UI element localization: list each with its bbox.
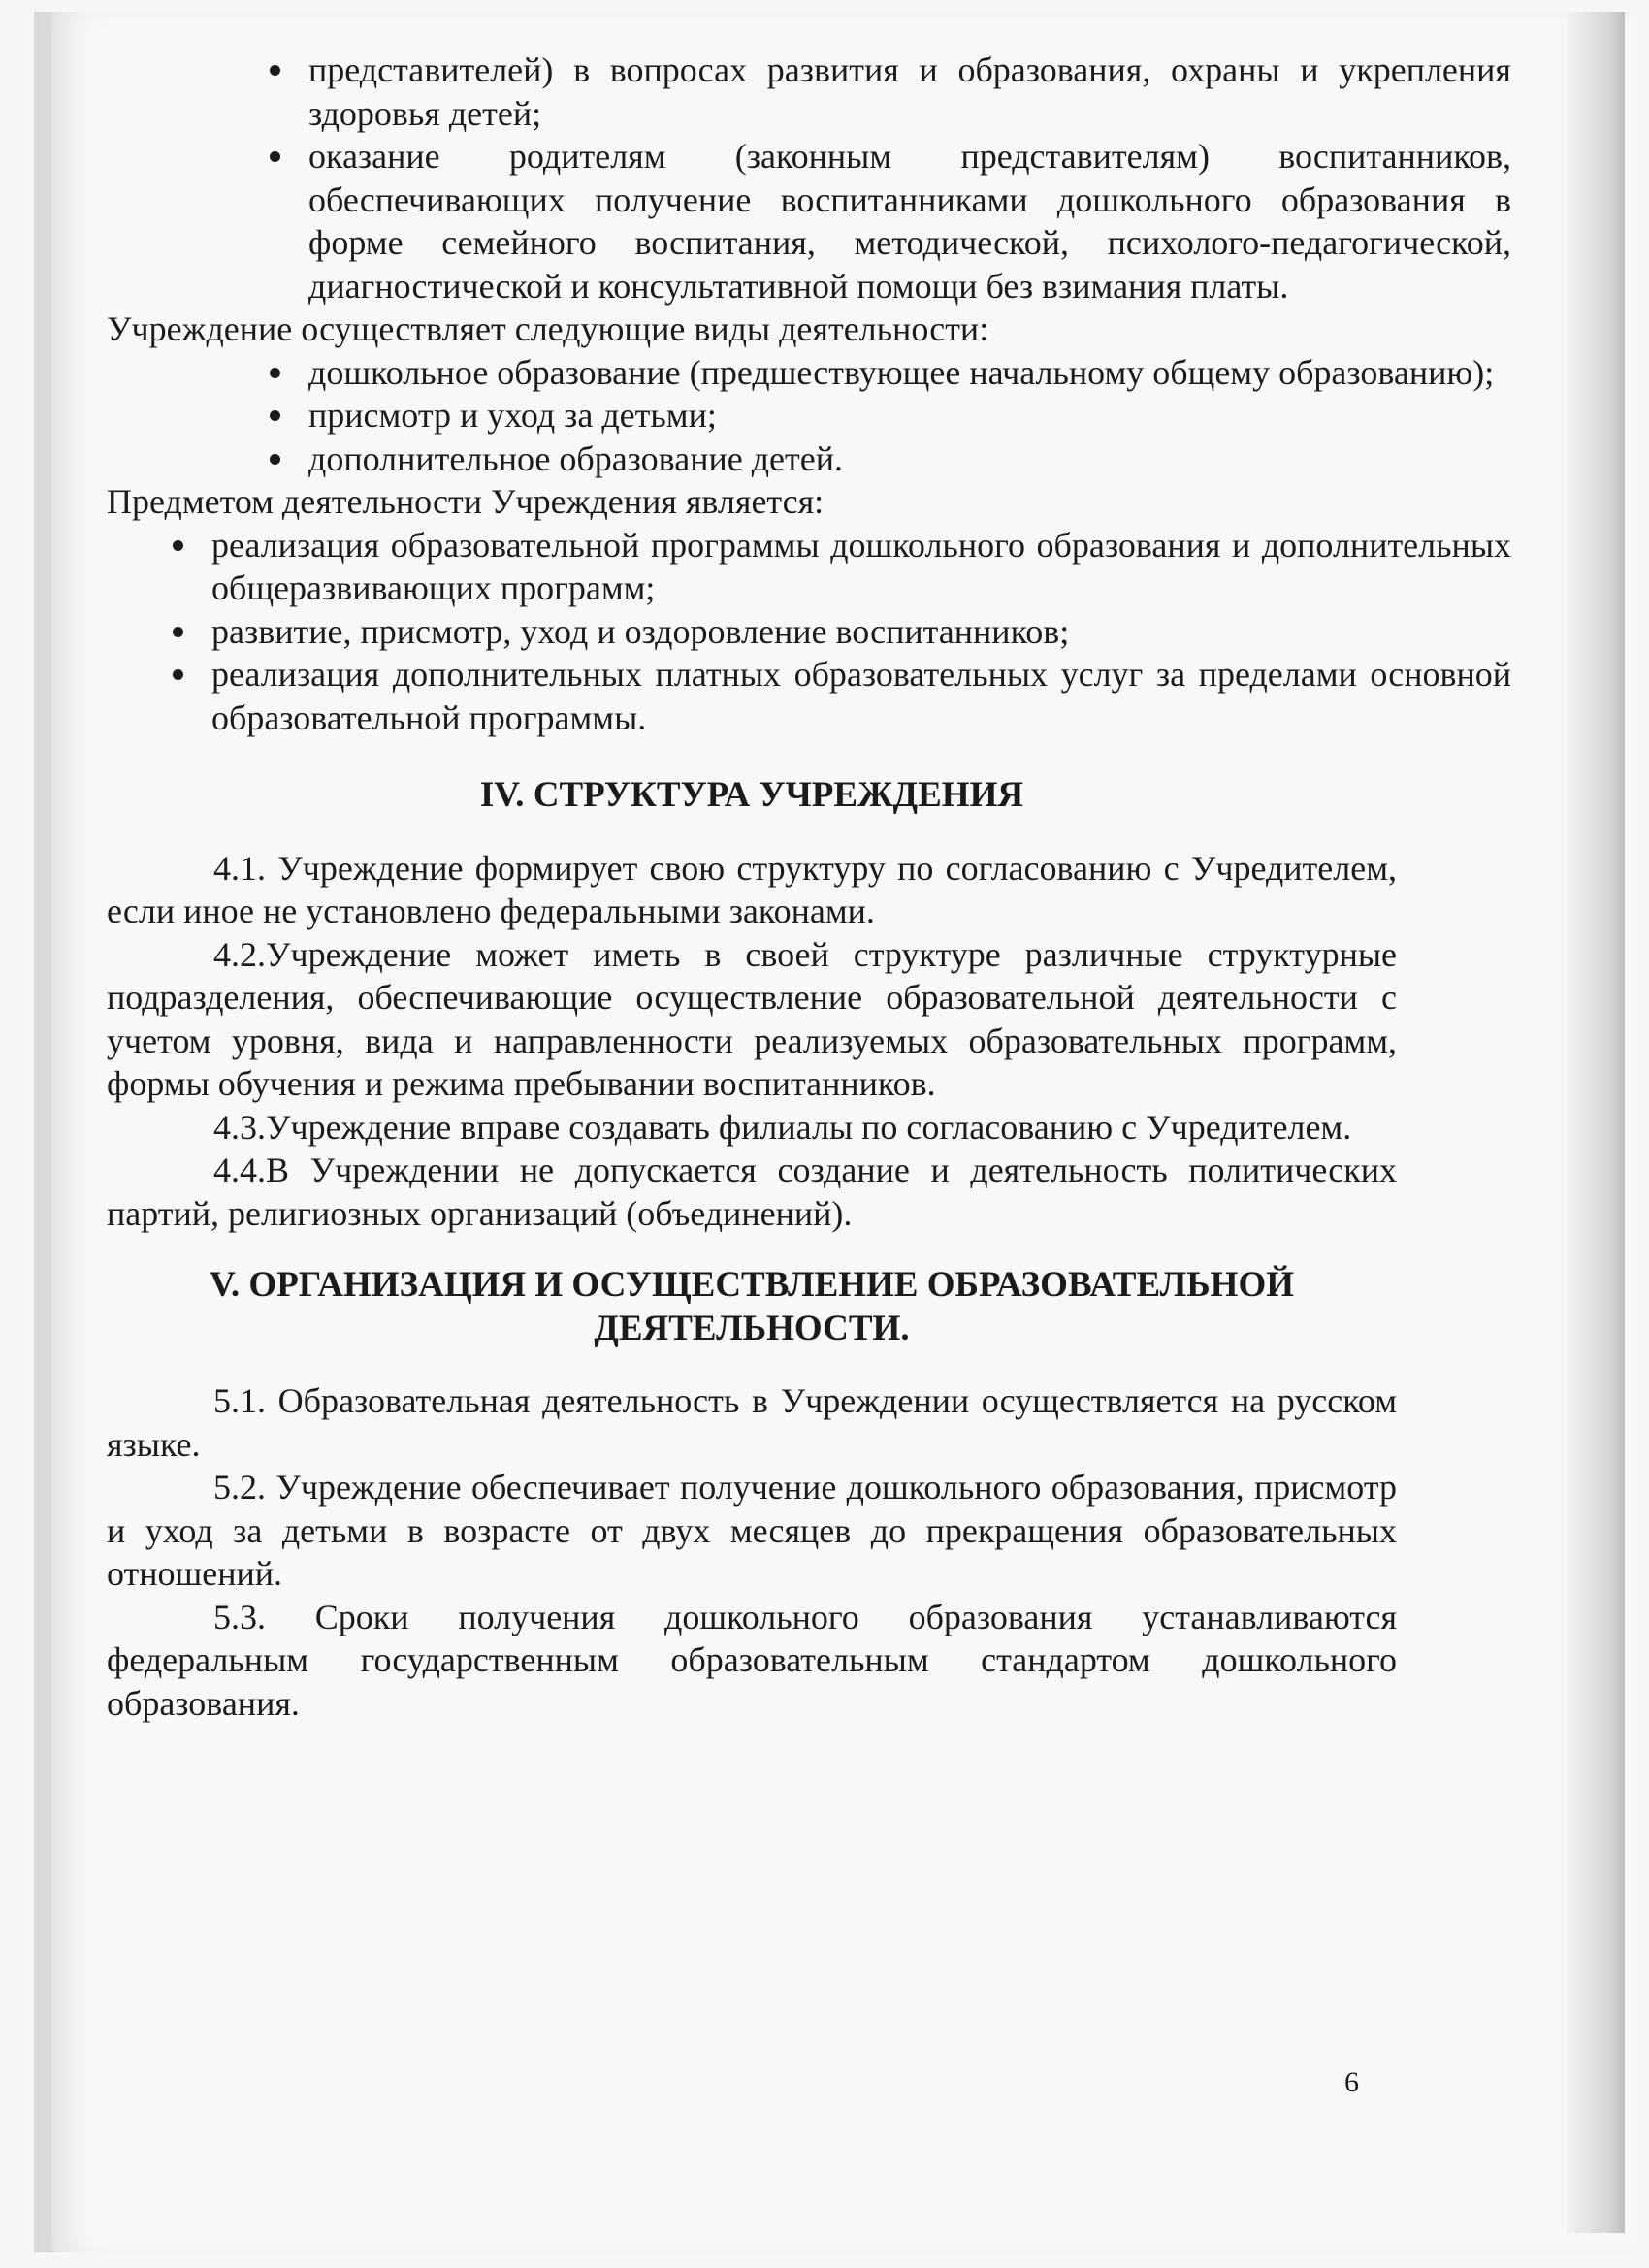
subject-intro: Предметом деятельности Учреждения является: [107,482,824,521]
list-item: дополнительное образование детей. [308,437,1511,481]
list-item: дошкольное образование (предшествующее начальному общему образованию); [308,351,1511,395]
clause-4-4: 4.4.В Учреждении не допускается создание и деятельность политических партий, религиозных организаций (объединений). [107,1150,1397,1233]
list-item: развитие, присмотр, уход и оздоровление воспитанников; [211,610,1511,654]
section-4-title: IV. СТРУКТУРА УЧРЕЖДЕНИЯ [479,775,1024,815]
list-item: реализация образовательной программы дошкольного образования и дополнительных общеразвивающих программ; [211,524,1511,610]
clause-5-3: 5.3. Сроки получения дошкольного образования устанавливаются федеральным государственным образовательным стандартом дошкольного образования. [107,1597,1397,1723]
list-item: оказание родителям (законным представителям) воспитанников, обеспечивающих получение воспитанниками дошкольного образования в форме семейного воспитания, методической, психолого-педагогической, диагностической и консультативной помощи без взимания платы. [308,135,1511,308]
clause-5-1: 5.1. Образовательная деятельность в Учреждении осуществляется на русском языке. [107,1381,1397,1464]
clause-5-2: 5.2. Учреждение обеспечивает получение дошкольного образования, присмотр и уход за детьми в возрасте от двух месяцев до прекращения образовательных отношений. [107,1468,1397,1593]
para-continuation: представителей) в вопросах развития и образования, охраны и укрепления здоровья детей; [308,50,1511,133]
clause-4-3: 4.3.Учреждение вправе создавать филиалы по согласованию с Учредителем. [213,1107,1352,1147]
document-body [107,49,1511,1725]
section-5-title: V. ОРГАНИЗАЦИЯ И ОСУЩЕСТВЛЕНИЕ ОБРАЗОВАТЕЛЬНОЙ ДЕЯТЕЛЬНОСТИ. [209,1265,1295,1348]
activities-intro: Учреждение осуществляет следующие виды деятельности: [107,309,989,348]
list-item [308,49,1511,135]
list-item: присмотр и уход за детьми; [308,394,1511,437]
subjects-list [211,524,1511,740]
clause-4-1: 4.1. Учреждение формирует свою структуру по согласованию с Учредителем, если иное не установлено федеральными законами. [107,848,1397,930]
page-fold-shadow [1567,12,1625,2233]
bullet-list-top [308,49,1511,135]
list-item: реализация дополнительных платных образовательных услуг за пределами основной образовательной программы. [211,653,1511,739]
activities-list [308,351,1511,481]
page-number: 6 [1344,2066,1359,2098]
bullet-list-consult [308,135,1511,308]
clause-4-2: 4.2.Учреждение может иметь в своей структуре различные структурные подразделения, обеспечивающие осуществление образовательной деятельности с учетом уровня, вида и направленности реализуемых образовательных программ, формы обучения и режима пребывании воспитанников. [107,934,1397,1103]
